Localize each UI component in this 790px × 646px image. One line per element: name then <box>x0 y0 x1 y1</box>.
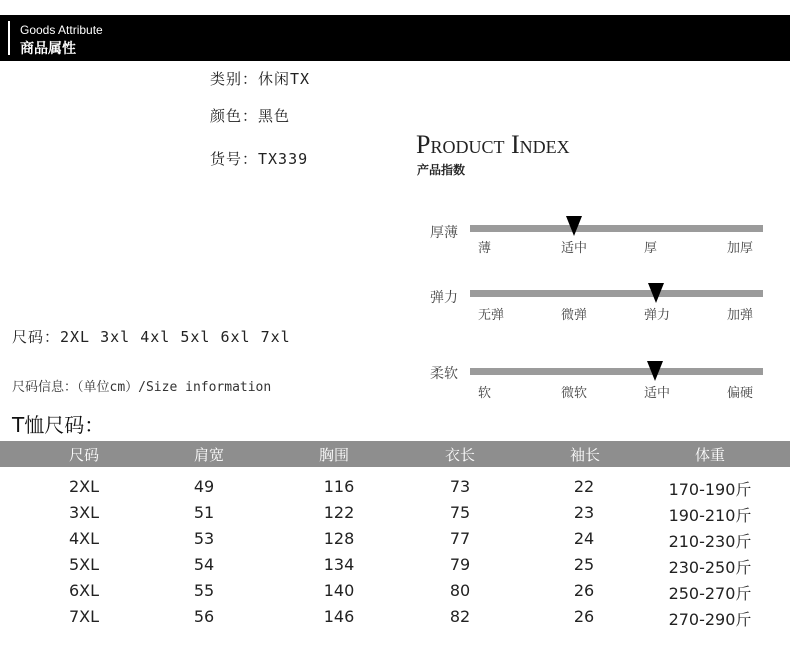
table-cell: 49 <box>193 477 215 496</box>
table-cell: 75 <box>449 503 471 522</box>
table-cell: 73 <box>449 477 471 496</box>
table-cell: 250-270斤 <box>668 584 752 603</box>
table-cell: 140 <box>323 581 355 600</box>
table-cell: 25 <box>573 555 595 574</box>
index-option: 微弹 <box>561 308 588 323</box>
table-cell: 3XL <box>68 503 100 522</box>
index-track-elasticity <box>470 290 763 297</box>
header-divider <box>8 21 10 55</box>
table-cell: 24 <box>573 529 595 548</box>
index-option: 弹力 <box>644 308 671 323</box>
table-row <box>0 581 790 607</box>
index-track-softness <box>470 368 763 375</box>
table-cell: 230-250斤 <box>668 558 752 577</box>
column-header: 袖长 <box>569 446 600 464</box>
index-label-elasticity: 弹力 <box>430 290 458 306</box>
table-cell: 116 <box>323 477 355 496</box>
table-cell: 56 <box>193 607 215 626</box>
table-cell: 77 <box>449 529 471 548</box>
index-marker-arrow-thickness <box>566 216 582 236</box>
index-label-softness: 柔软 <box>430 366 458 382</box>
column-header: 肩宽 <box>193 446 224 464</box>
table-cell: 23 <box>573 503 595 522</box>
header-title-en: Goods Attribute <box>20 23 103 37</box>
table-cell: 4XL <box>68 529 100 548</box>
index-option: 适中 <box>561 241 588 256</box>
header-title-cn: 商品属性 <box>20 41 76 57</box>
table-cell: 6XL <box>68 581 100 600</box>
table-row <box>0 503 790 529</box>
table-cell: 51 <box>193 503 215 522</box>
index-marker-arrow-softness <box>647 361 663 381</box>
index-option: 薄 <box>478 241 492 256</box>
table-cell: 53 <box>193 529 215 548</box>
table-cell: 26 <box>573 581 595 600</box>
index-track-thickness <box>470 225 763 232</box>
size-table-header <box>0 441 790 467</box>
size-table-title: T恤尺码： <box>12 413 105 437</box>
table-cell: 26 <box>573 607 595 626</box>
product-index-title-cn: 产品指数 <box>417 163 466 177</box>
index-option: 软 <box>478 386 492 401</box>
index-option: 适中 <box>644 386 671 401</box>
table-cell: 55 <box>193 581 215 600</box>
table-cell: 146 <box>323 607 355 626</box>
index-option: 加厚 <box>727 241 754 256</box>
index-option: 无弹 <box>478 308 505 323</box>
index-option: 厚 <box>644 241 658 256</box>
table-cell: 80 <box>449 581 471 600</box>
index-option: 微软 <box>561 386 588 401</box>
attribute-item-no: 货号：TX339 <box>210 150 309 168</box>
index-marker-arrow-elasticity <box>648 283 664 303</box>
table-cell: 54 <box>193 555 215 574</box>
table-cell: 190-210斤 <box>668 506 752 525</box>
column-header: 尺码 <box>68 446 99 464</box>
table-cell: 128 <box>323 529 355 548</box>
product-index-title-en: Product Index <box>416 130 570 159</box>
column-header: 胸围 <box>318 446 349 464</box>
index-option: 加弹 <box>727 308 754 323</box>
table-cell: 82 <box>449 607 471 626</box>
table-cell: 79 <box>449 555 471 574</box>
table-cell: 2XL <box>68 477 100 496</box>
table-cell: 122 <box>323 503 355 522</box>
available-sizes: 尺码：2XL 3xl 4xl 5xl 6xl 7xl <box>12 328 291 346</box>
table-cell: 7XL <box>68 607 100 626</box>
attribute-color: 颜色：黑色 <box>210 107 291 125</box>
index-label-thickness: 厚薄 <box>430 225 458 241</box>
column-header: 衣长 <box>444 446 475 464</box>
table-row <box>0 529 790 555</box>
table-cell: 22 <box>573 477 595 496</box>
size-info-note: 尺码信息：（单位cm）/Size information <box>12 380 272 395</box>
table-cell: 210-230斤 <box>668 532 752 551</box>
table-row <box>0 477 790 503</box>
index-option: 偏硬 <box>727 386 754 401</box>
attribute-category: 类别：休闲TX <box>210 70 311 88</box>
column-header: 体重 <box>694 446 725 464</box>
table-cell: 170-190斤 <box>668 480 752 499</box>
table-cell: 134 <box>323 555 355 574</box>
header-bar <box>0 15 790 61</box>
table-cell: 5XL <box>68 555 100 574</box>
table-cell: 270-290斤 <box>668 610 752 629</box>
table-row <box>0 607 790 633</box>
table-row <box>0 555 790 581</box>
